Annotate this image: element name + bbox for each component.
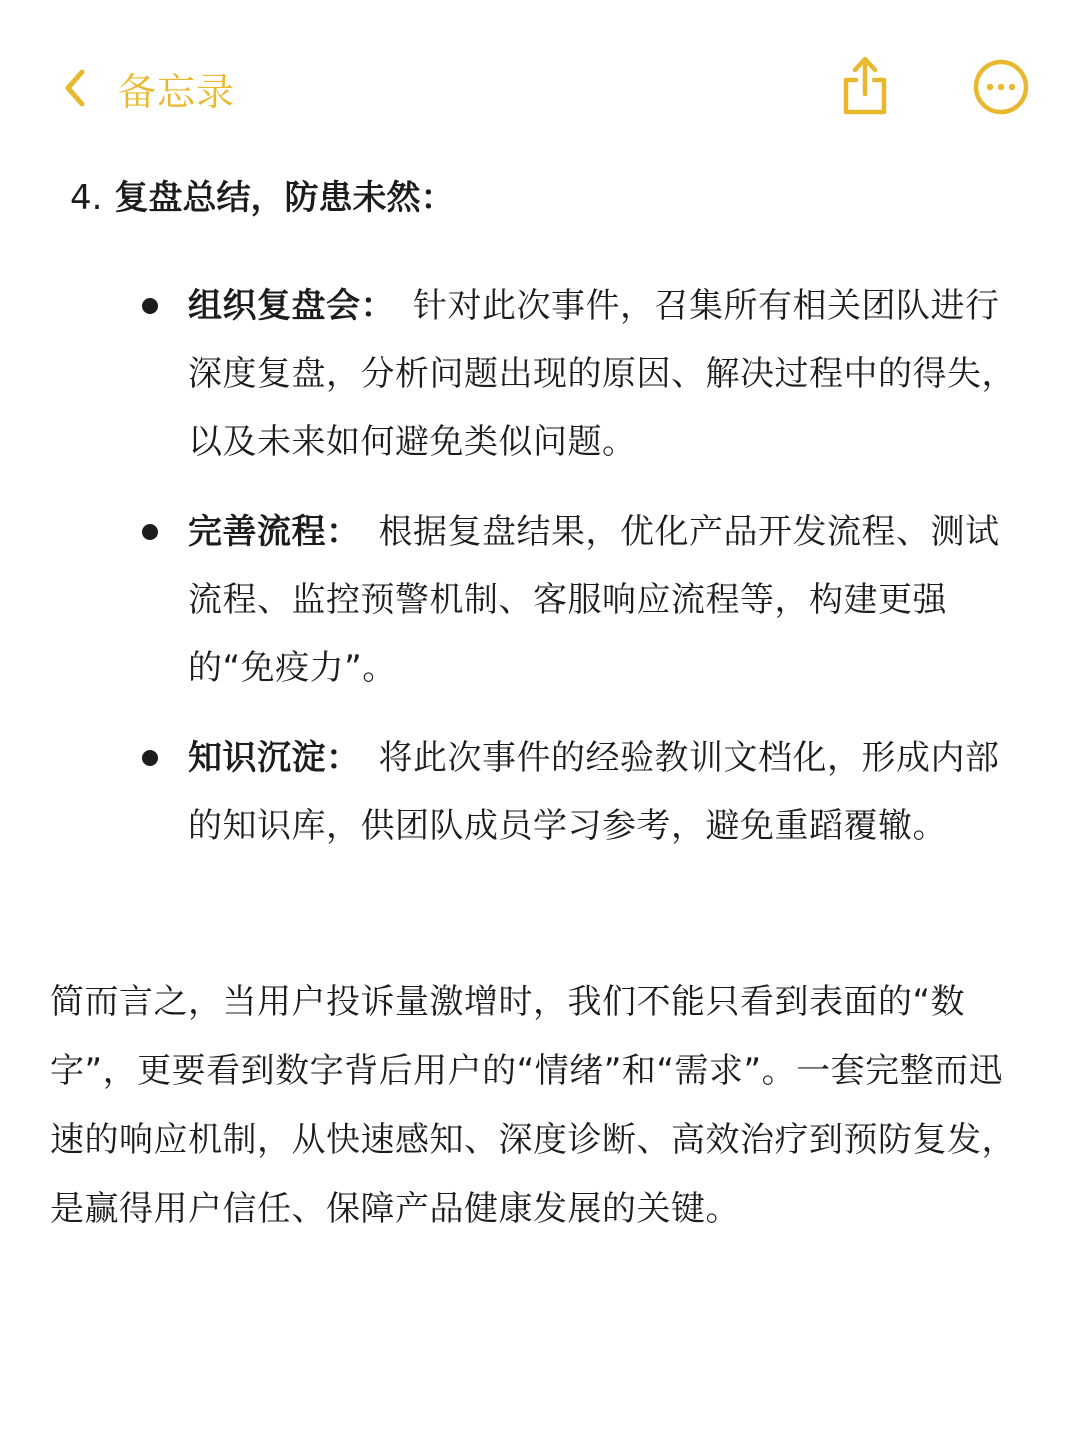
list-item-term: 知识沉淀：	[188, 738, 361, 778]
list-item	[188, 724, 1033, 860]
share-button[interactable]	[836, 54, 894, 118]
list-item-text: 针对此次事件，召集所有相关团队进行深度复盘，分析问题出现的原因、解决过程中的得失，以及未来如何避免类似问题。	[188, 286, 1016, 462]
section-number: 4.	[70, 178, 103, 218]
section-title: 复盘总结，防患未然：	[114, 178, 455, 218]
section-heading	[70, 170, 454, 226]
chevron-left-icon	[62, 68, 88, 108]
share-icon	[836, 54, 894, 118]
navigation-bar	[0, 0, 1080, 170]
list-item-text: 将此次事件的经验教训文档化，形成内部的知识库，供团队成员学习参考，避免重蹈覆辙。	[188, 738, 1000, 846]
back-button[interactable]	[62, 58, 235, 118]
list-item-term: 完善流程：	[188, 512, 361, 552]
list-item-text: 根据复盘结果，优化产品开发流程、测试流程、监控预警机制、客服响应流程等，构建更强的“免疫力”。	[188, 512, 1000, 688]
list-item	[188, 272, 1033, 476]
back-label: 备忘录	[118, 69, 236, 114]
bullet-dot	[142, 524, 158, 540]
list-item	[188, 498, 1033, 702]
summary-paragraph: 简而言之，当用户投诉量激增时，我们不能只看到表面的“数字”，更要看到数字背后用户的“情绪”和“需求”。一套完整而迅速的响应机制，从快速感知、深度诊断、高效治疗到预防复发，是赢得用户信任、保障产品健康发展的关键。	[50, 982, 1016, 1229]
bullet-dot	[142, 298, 158, 314]
ellipsis-circle-icon	[972, 58, 1030, 116]
bullet-dot	[142, 750, 158, 766]
list-item-term: 组织复盘会：	[188, 286, 395, 326]
more-button[interactable]	[972, 58, 1030, 116]
